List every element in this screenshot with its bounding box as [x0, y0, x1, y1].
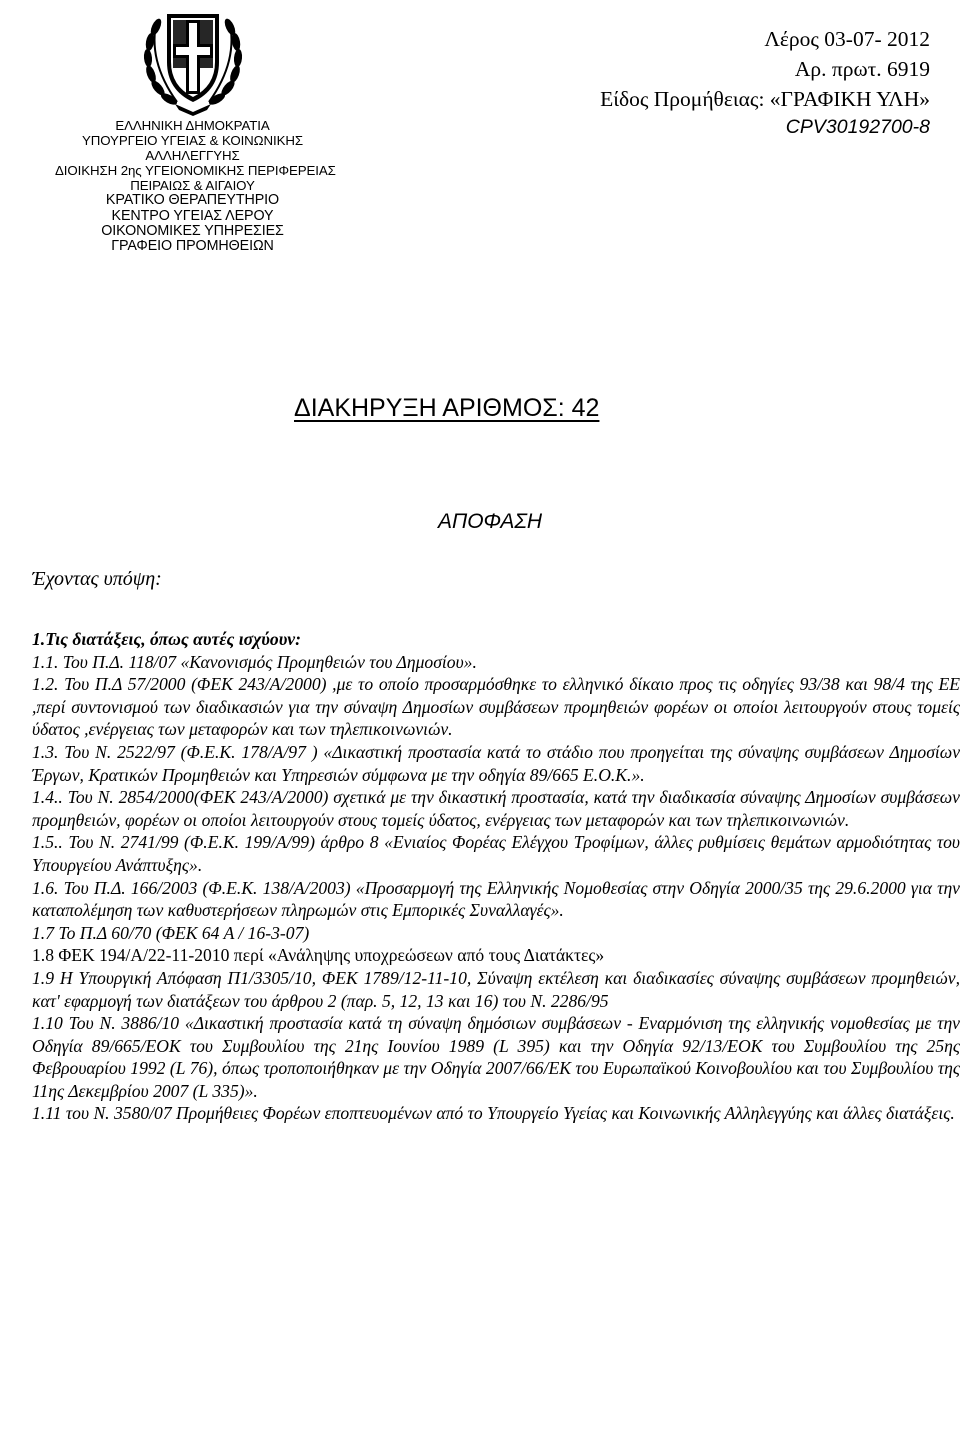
list-item: 1.7 Το Π.Δ 60/70 (ΦΕΚ 64 Α / 16-3-07) — [32, 922, 310, 943]
org-line-region: ΔΙΟΙΚΗΣΗ 2ης ΥΓΕΙΟΝΟΜΙΚΗΣ ΠΕΡΙΦΕΡΕΙΑΣ — [55, 163, 336, 179]
considering-label: Έχοντας υπόψη: — [32, 568, 162, 590]
place-date: Λέρος 03-07- 2012 — [764, 27, 930, 51]
list-item: 1.2. Του Π.Δ 57/2000 (ΦΕΚ 243/Α/2000) ,με το οποίο προσαρμόσθηκε το ελληνικό δίκαιο προς τις οδηγίες 93/38 και 98/4 της ΕΕ ,περί συντονισμού των διαδικασιών για την σύναψη Δημοσίων συμβάσεων προμηθειών φορέων οι οποίοι λειτουργούν στους τομείς ύδατος ,ενέργειας των μεταφορών και των τηλεπικοινωνιών. — [32, 674, 960, 740]
issuer-block — [55, 0, 336, 254]
protocol-number: Αρ. πρωτ. 6919 — [794, 57, 930, 81]
list-item: 1.6. Του Π.Δ. 166/2003 (Φ.Ε.Κ. 138/Α/2003) «Προσαρμογή της Ελληνικής Νομοθεσίας στην Οδηγία 2000/35 της 29.6.2000 για την καταπολέμηση των καθυστερήσεων πληρωμών στις Εμπορικές Συναλλαγές». — [32, 877, 960, 921]
org-line-region-cont: ΠΕΙΡΑΙΩΣ & ΑΙΓΑΙΟΥ — [130, 178, 255, 194]
document-reference-block — [490, 24, 930, 140]
page-title: ΔΙΑΚΗΡΥΞΗ ΑΡΙΘΜΟΣ: 42 — [294, 394, 600, 422]
org-line-financial-services: ΟΙΚΟΝΟΜΙΚΕΣ ΥΠΗΡΕΣΙΕΣ — [101, 222, 284, 239]
list-item: 1.9 Η Υπουργική Απόφαση Π1/3305/10, ΦΕΚ 1789/12-11-10, Σύναψη εκτέλεση και διαδικασίες σύναψης συμβάσεων προμηθειών, κατ' εφαρμογή των διατάξεων του άρθρου 2 (παρ. 5, 12, 13 και 16) του Ν. 2286/95 — [32, 967, 960, 1011]
list-item: 1.4.. Του Ν. 2854/2000(ΦΕΚ 243/Α/2000) σχετικά με την δικαστική προστασία, κατά την διαδικασία σύναψης Δημοσίων συμβάσεων προμηθειών, φορέων οι οποίοι λειτουργούν στους τομείς ύδατος, ενέργειας των μεταφορών και των τηλεπικοινωνιών. — [32, 787, 960, 830]
list-item: 1.5.. Του Ν. 2741/99 (Φ.Ε.Κ. 199/Α/99) άρθρο 8 «Ενιαίος Φορέας Ελέγχου Τροφίμων, άλλες ρυθμίσεις θεμάτων αρμοδιότητας του Υπουργείου Ανάπτυξης». — [32, 832, 960, 875]
list-item: 1.8 ΦΕΚ 194/Α/22-11-2010 περί «Ανάληψης υποχρεώσεων από τους Διατάκτες» — [32, 945, 605, 966]
org-line-hospital: ΚΡΑΤΙΚΟ ΘΕΡΑΠΕΥΤΗΡΙΟ — [105, 192, 280, 209]
list-item: 1.10 Του Ν. 3886/10 «Δικαστική προστασία κατά τη σύναψη δημόσιων συμβάσεων - Εναρμόνιση της ελληνικής νομοθεσίας με την Οδηγία 89/665/ΕΟΚ του Συμβουλίου της 21ης Ιουνίου 1989 (L 395) και την Οδηγία 92/13/ΕΟΚ του Συμβουλίου της 25ης Φεβρουαρίου 1992 (L 76), όπως τροποποιήθηκαν με την Οδηγία 2007/66/ΕΚ του Ευρωπαϊκού Κοινοβουλίου και του Συμβουλίου της 11ης Δεκεμβρίου 2007 (L 335)». — [32, 1013, 960, 1101]
org-line-ministry: ΥΠΟΥΡΓΕΙΟ ΥΓΕΙΑΣ & ΚΟΙΝΩΝΙΚΗΣ — [81, 133, 304, 149]
greek-coat-of-arms-icon — [137, 0, 249, 118]
org-line-procurement-office: ΓΡΑΦΕΙΟ ΠΡΟΜΗΘΕΙΩΝ — [111, 237, 274, 254]
supply-type: Είδος Προμήθειας: «ΓΡΑΦΙΚΗ ΥΛΗ» — [600, 87, 930, 111]
list-item: 1.1. Του Π.Δ. 118/07 «Κανονισμός Προμηθειών του Δημοσίου». — [32, 651, 477, 672]
list-item: 1.11 του Ν. 3580/07 Προμήθειες Φορέων εποπτευομένων από το Υπουργείο Υγείας και Κοινωνικής Αλληλεγγύης και άλλες διατάξεις. — [32, 1103, 955, 1124]
org-line-health-center: ΚΕΝΤΡΟ ΥΓΕΙΑΣ ΛΕΡΟΥ — [111, 207, 274, 224]
decision-heading: ΑΠΟΦΑΣΗ — [438, 510, 543, 533]
document-body — [32, 628, 960, 1125]
org-line-country: ΕΛΛΗΝΙΚΗ ΔΗΜΟΚΡΑΤΙΑ — [115, 118, 270, 133]
list-item: 1.3. Του Ν. 2522/97 (Φ.Ε.Κ. 178/Α/97 ) «Δικαστική προστασία κατά το στάδιο που προηγείται της σύναψης συμβάσεων Δημοσίων Έργων, Κρατικών Προμηθειών και Υπηρεσιών σύμφωνα με την οδηγία 89/665 Ε.Ο.Κ.». — [32, 741, 960, 785]
org-line-ministry-cont: ΑΛΛΗΛΕΓΓΥΗΣ — [145, 148, 240, 164]
section-heading: 1.Τις διατάξεις, όπως αυτές ισχύουν: — [32, 629, 301, 649]
cpv-code: CPV30192700-8 — [785, 116, 930, 138]
